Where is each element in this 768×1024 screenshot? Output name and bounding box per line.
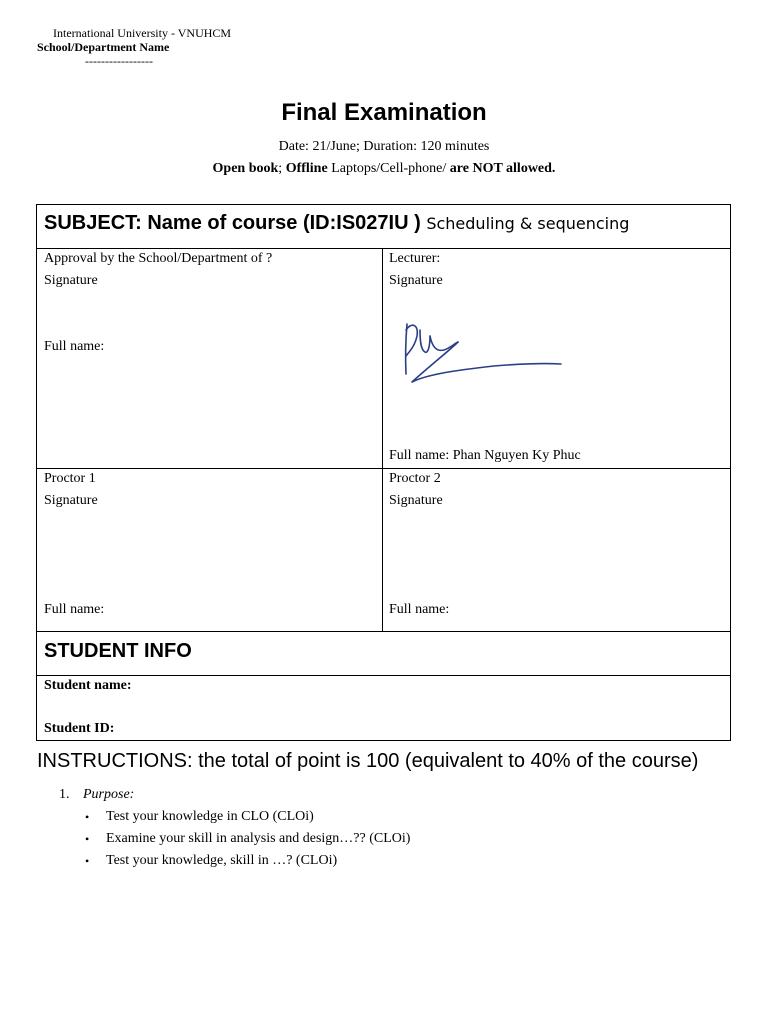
university-name: International University - VNUHCM — [53, 26, 232, 40]
lecturer-signature-image — [398, 316, 568, 392]
proctor2-signature-label: Signature — [389, 493, 443, 508]
lecturer-heading: Lecturer: — [389, 251, 441, 266]
proctor1-heading: Proctor 1 — [44, 471, 96, 486]
proctor1-signature-label: Signature — [44, 493, 98, 508]
rule-open-book: Open book — [212, 161, 279, 176]
instructions-heading: INSTRUCTIONS: the total of point is 100 (equivalent to 40% of the course) — [37, 750, 699, 772]
approval-heading: Approval by the School/Department of ? — [44, 251, 273, 266]
bullet-icon: • — [85, 832, 90, 846]
purpose-bullet-item: Test your knowledge, skill in …? (CLOi) — [106, 853, 338, 868]
approval-full-name: Full name: — [44, 339, 105, 354]
student-id-label: Student ID: — [44, 721, 115, 736]
rule-devices: Laptops/Cell-phone/ — [327, 161, 450, 176]
department-name: School/Department Name — [37, 40, 170, 54]
bullet-icon: • — [85, 854, 90, 868]
approval-signature-label: Signature — [44, 273, 98, 288]
subject-heading — [44, 212, 629, 235]
purpose-bullet-item: Test your knowledge in CLO (CLOi) — [106, 809, 314, 824]
purpose-label: Purpose: — [83, 787, 135, 802]
student-name-label: Student name: — [44, 678, 132, 693]
exam-date-duration: Date: 21/June; Duration: 120 minutes — [278, 139, 490, 154]
row-divider — [37, 248, 730, 249]
student-info-heading: STUDENT INFO — [44, 640, 192, 662]
row-divider — [37, 468, 730, 469]
row-divider — [37, 675, 730, 676]
column-divider — [382, 248, 383, 631]
rule-separator: ; — [278, 161, 286, 176]
exam-rules — [0, 161, 768, 177]
lecturer-signature-label: Signature — [389, 273, 443, 288]
lecturer-full-name: Full name: Phan Nguyen Ky Phuc — [389, 448, 581, 463]
rule-offline: Offline — [285, 161, 328, 176]
row-divider — [37, 631, 730, 632]
subject-name: Scheduling & sequencing — [426, 214, 630, 233]
exam-title: Final Examination — [281, 99, 487, 126]
subject-label: SUBJECT: Name of course (ID:IS027IU ) — [44, 212, 427, 234]
purpose-number: 1. — [59, 787, 70, 802]
proctor2-heading: Proctor 2 — [389, 471, 441, 486]
bullet-icon: • — [85, 810, 90, 824]
rule-not-allowed: are NOT allowed. — [449, 161, 556, 176]
proctor2-full-name: Full name: — [389, 602, 450, 617]
purpose-bullet-item: Examine your skill in analysis and design…?? (CLOi) — [106, 831, 411, 846]
proctor1-full-name: Full name: — [44, 602, 105, 617]
header-divider: ----------------- — [85, 54, 153, 68]
